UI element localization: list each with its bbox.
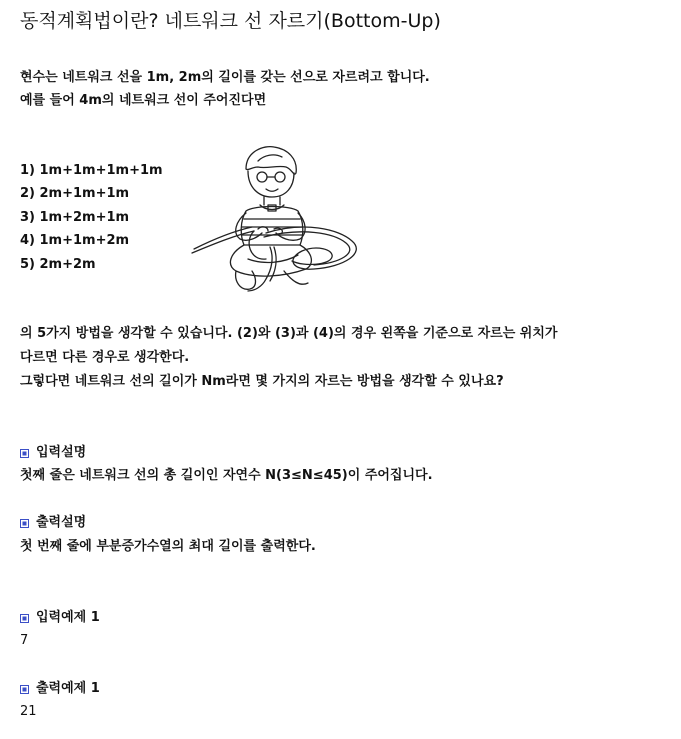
method-item-2: 2) 2m+1m+1m	[20, 186, 130, 201]
method-item-5: 5) 2m+2m	[20, 257, 96, 272]
square-bullet-icon	[20, 449, 29, 458]
method-item-4: 4) 1m+1m+2m	[20, 233, 130, 248]
input-description-label: 입력설명	[36, 445, 87, 460]
input-description-text: 첫째 줄은 네트워크 선의 총 길이인 자연수 N(3≤N≤45)이 주어집니다.	[20, 468, 433, 483]
output-description-label: 출력설명	[36, 515, 87, 530]
explanation-line-1: 의 5가지 방법을 생각할 수 있습니다. (2)와 (3)과 (4)의 경우 왼쪽을 기준으로 자르는 위치가	[20, 326, 558, 341]
input-example-label: 입력예제 1	[36, 610, 100, 625]
output-example-label: 출력예제 1	[36, 681, 100, 696]
input-example-value: 7	[20, 633, 29, 648]
square-bullet-icon	[20, 685, 29, 694]
page-title: 동적계획법이란? 네트워크 선 자르기(Bottom-Up)	[20, 10, 441, 32]
output-example-value: 21	[20, 704, 37, 719]
output-description-heading	[20, 515, 86, 531]
method-item-3: 3) 1m+2m+1m	[20, 210, 130, 225]
intro-line-2: 예를 들어 4m의 네트워크 선이 주어진다면	[20, 93, 267, 108]
output-description-text: 첫 번째 줄에 부분증가수열의 최대 길이를 출력한다.	[20, 539, 316, 554]
person-holding-cable-illustration	[174, 141, 374, 301]
intro-line-1: 현수는 네트워크 선을 1m, 2m의 길이를 갖는 선으로 자르려고 합니다.	[20, 70, 430, 85]
input-example-heading	[20, 610, 100, 626]
input-description-heading	[20, 445, 86, 461]
method-item-1: 1) 1m+1m+1m+1m	[20, 163, 163, 178]
explanation-line-2: 다르면 다른 경우로 생각한다.	[20, 350, 190, 365]
square-bullet-icon	[20, 519, 29, 528]
square-bullet-icon	[20, 614, 29, 623]
explanation-line-3: 그렇다면 네트워크 선의 길이가 Nm라면 몇 가지의 자르는 방법을 생각할 수 있나요?	[20, 374, 504, 389]
output-example-heading	[20, 681, 100, 697]
